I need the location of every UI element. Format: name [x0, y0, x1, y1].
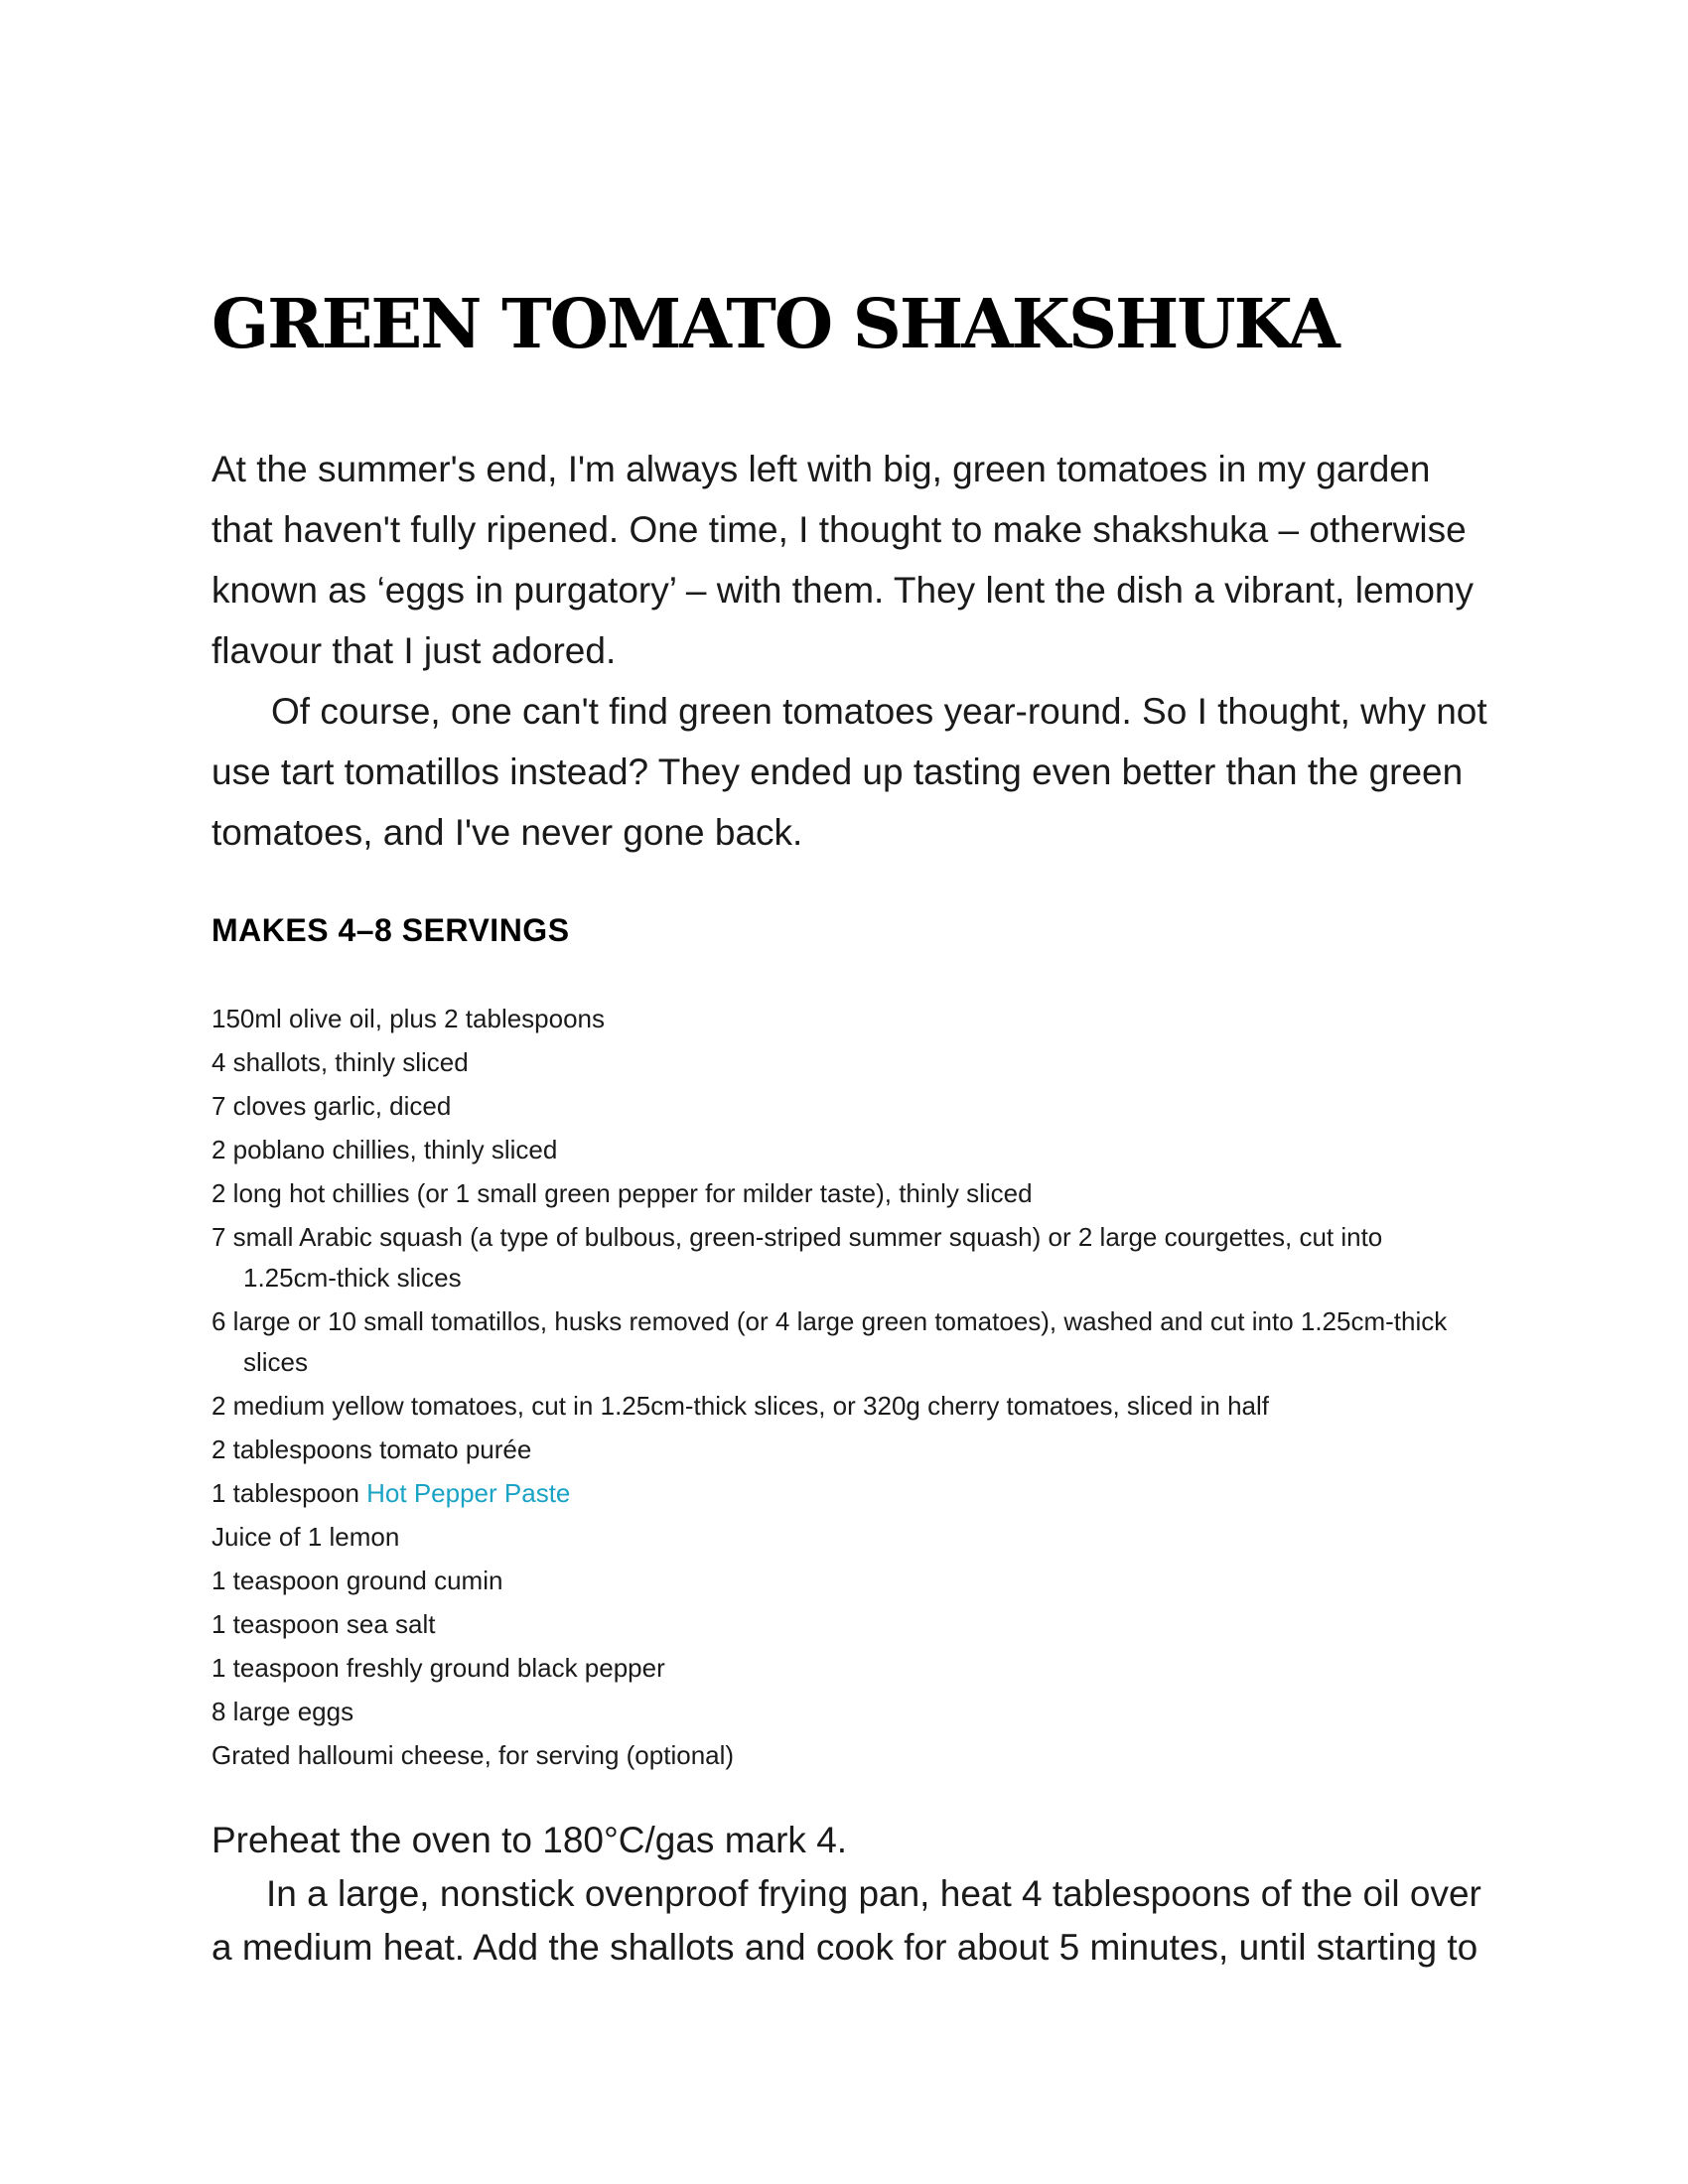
ingredient-item [211, 1473, 1473, 1514]
ingredient-text: 1 tablespoon [211, 1478, 367, 1508]
ingredient-item: 6 large or 10 small tomatillos, husks removed (or 4 large green tomatoes), washed and cut into 1.25cm-thick slices [211, 1306, 1448, 1377]
ingredient-item: 8 large eggs [211, 1697, 354, 1726]
ingredient-item: Juice of 1 lemon [211, 1522, 400, 1552]
servings-heading: MAKES 4–8 SERVINGS [211, 912, 570, 948]
ingredient-item: 1 teaspoon ground cumin [211, 1566, 503, 1595]
ingredient-item: 2 medium yellow tomatoes, cut in 1.25cm-thick slices, or 320g cherry tomatoes, sliced in half [211, 1391, 1270, 1421]
method-step: In a large, nonstick ovenproof frying pan, heat 4 tablespoons of the oil over a medium heat. Add the shallots and cook for about 5 minutes, until starting to [211, 1873, 1481, 1968]
ingredient-item: 4 shallots, thinly sliced [211, 1047, 469, 1077]
ingredient-item: 2 long hot chillies (or 1 small green pepper for milder taste), thinly sliced [211, 1178, 1033, 1208]
ingredient-item: 1 teaspoon sea salt [211, 1609, 436, 1639]
recipe-title: GREEN TOMATO SHAKSHUKA [211, 285, 1338, 364]
intro-paragraph: At the summer's end, I'm always left with big, green tomatoes in my garden that haven't fully ripened. One time, I thought to make shakshuka – otherwise known as ‘eggs in purgatory’ – with them. They lent the dish a vibrant, lemony flavour that I just adored. [211, 449, 1475, 671]
ingredient-item: 7 cloves garlic, diced [211, 1091, 452, 1121]
ingredient-item: Grated halloumi cheese, for serving (optional) [211, 1740, 735, 1770]
recipe-intro [211, 439, 1492, 863]
ingredient-item: 1 teaspoon freshly ground black pepper [211, 1653, 665, 1683]
method-step: Preheat the oven to 180°C/gas mark 4. [211, 1820, 848, 1860]
ingredient-item: 7 small Arabic squash (a type of bulbous, green-striped summer squash) or 2 large courgettes, cut into 1.25cm-thick slices [211, 1222, 1383, 1293]
ingredient-item: 150ml olive oil, plus 2 tablespoons [211, 1004, 606, 1033]
ingredient-item: 2 tablespoons tomato purée [211, 1434, 532, 1464]
ingredients-list [211, 999, 1473, 1779]
hot-pepper-paste-link[interactable]: Hot Pepper Paste [366, 1478, 571, 1508]
intro-paragraph: Of course, one can't find green tomatoes year-round. So I thought, why not use tart tomatillos instead? They ended up tasting even better than the green tomatoes, and I've never gone back. [211, 691, 1487, 853]
ingredient-item: 2 poblano chillies, thinly sliced [211, 1135, 558, 1164]
method-section [211, 1814, 1492, 1975]
